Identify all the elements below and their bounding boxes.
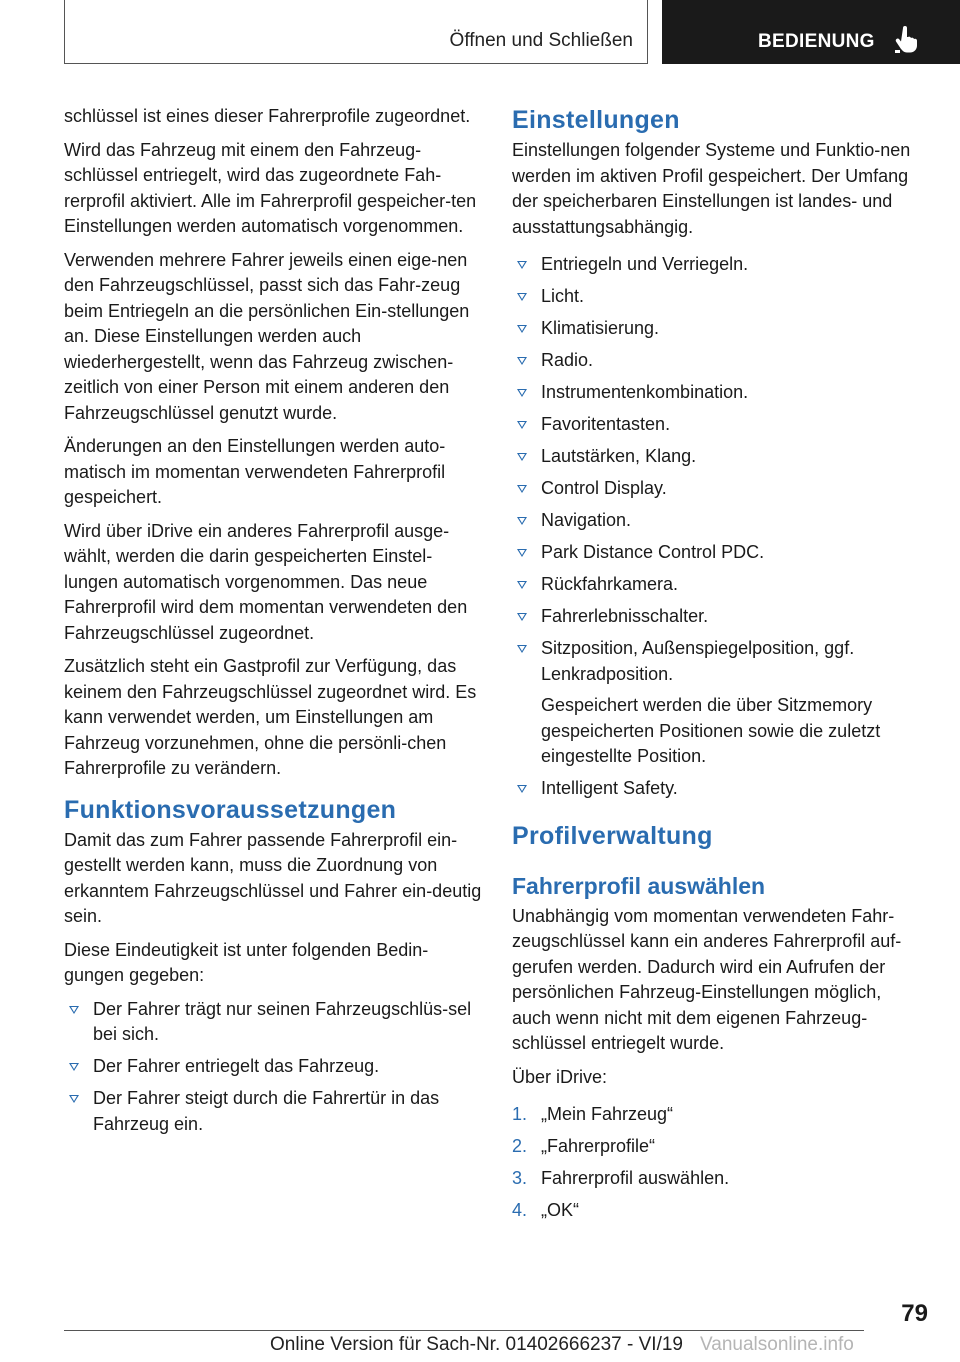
steps-list xyxy=(512,1102,912,1224)
triangle-bullet-icon xyxy=(517,293,527,301)
subheading-fahrerprofil-auswaehlen: Fahrerprofil auswählen xyxy=(512,872,766,899)
triangle-bullet-icon xyxy=(517,389,527,397)
paragraph: Einstellungen folgender Systeme und Funktio-nen werden im aktiven Profil gespeichert. Der Umfang der speicherbaren Einstellungen ist landes- und ausstattungsabhängig. xyxy=(512,140,911,237)
list-item xyxy=(512,476,912,502)
step-number: 1. xyxy=(512,1104,528,1124)
list-item-text: Navigation. xyxy=(541,510,632,530)
right-column xyxy=(512,104,912,1230)
list-item-text: Intelligent Safety. xyxy=(541,778,678,798)
heading-funktionsvoraussetzungen: Funktionsvoraussetzungen xyxy=(64,795,397,824)
list-item xyxy=(64,997,482,1048)
list-item-text: Der Fahrer trägt nur seinen Fahrzeugschlüs-sel bei sich. xyxy=(93,998,472,1044)
triangle-bullet-icon xyxy=(517,613,527,621)
paragraph: Unabhängig vom momentan verwendeten Fahr-zeugschlüssel kann ein anderes Fahrerprofil auf-gerufen werden. Dadurch wird ein Aufrufen der persönlichen Fahrzeug-Einstellungen möglich, auch wenn nicht mit dem eigenen Fahrzeug-schlüssel entriegelt wurde. xyxy=(512,905,902,1053)
triangle-bullet-icon xyxy=(517,261,527,269)
list-item xyxy=(512,316,912,342)
left-column xyxy=(64,104,482,1144)
condition-list xyxy=(64,997,482,1138)
watermark: Vanualsonline.info xyxy=(700,1334,854,1355)
step-text: „Mein Fahrzeug“ xyxy=(541,1104,674,1124)
list-item xyxy=(512,604,912,630)
step-item xyxy=(512,1102,912,1128)
list-item-text: Sitzposition, Außenspiegelposition, ggf. Lenkradposition. xyxy=(541,638,855,684)
triangle-bullet-icon xyxy=(517,785,527,793)
list-item-text: Klimatisierung. xyxy=(541,318,660,338)
triangle-bullet-icon xyxy=(517,549,527,557)
list-item xyxy=(512,444,912,470)
triangle-bullet-icon xyxy=(517,517,527,525)
step-number: 3. xyxy=(512,1168,528,1188)
list-item xyxy=(512,540,912,566)
list-item-text: Favoritentasten. xyxy=(541,414,671,434)
triangle-bullet-icon xyxy=(517,357,527,365)
heading-einstellungen: Einstellungen xyxy=(512,106,680,134)
list-item-text: Lautstärken, Klang. xyxy=(541,446,697,466)
list-item xyxy=(64,1054,482,1080)
list-item xyxy=(512,380,912,406)
settings-list xyxy=(512,252,912,802)
list-item-text: Park Distance Control PDC. xyxy=(541,542,765,562)
paragraph: Wird das Fahrzeug mit einem den Fahrzeug-schlüssel entriegelt, wird das zugeordnete Fah-rerprofil aktiviert. Alle im Fahrerprofil gespeicher-ten Einstellungen werden automatisch vorgenommen. xyxy=(64,139,477,236)
list-item-text: Radio. xyxy=(541,350,594,370)
step-number: 2. xyxy=(512,1136,528,1156)
list-item xyxy=(512,348,912,374)
triangle-bullet-icon xyxy=(517,485,527,493)
list-item xyxy=(512,412,912,438)
step-number: 4. xyxy=(512,1200,528,1220)
list-item-text: Licht. xyxy=(541,286,585,306)
chapter-title: BEDIENUNG xyxy=(758,31,875,52)
paragraph: Wird über iDrive ein anderes Fahrerprofil ausge-wählt, werden die darin gespeicherten Einstel-lungen automatisch vorgenommen. Das neue Fahrerprofil wird dem momentan verwendeten den Fahrzeugschlüssel zugeordnet. xyxy=(64,520,468,643)
triangle-bullet-icon xyxy=(517,453,527,461)
list-item xyxy=(512,284,912,310)
list-item-text: Control Display. xyxy=(541,478,667,498)
paragraph: Über iDrive: xyxy=(512,1066,608,1087)
footer-text: Online Version für Sach-Nr. 01402666237 - VI/19 xyxy=(270,1334,683,1355)
paragraph: Änderungen an den Einstellungen werden auto-matisch im momentan verwendeten Fahrerprofil gespeichert. xyxy=(64,436,446,507)
paragraph: Damit das zum Fahrer passende Fahrerprofil ein-gestellt werden kann, muss die Zuordnung von erkanntem Fahrzeugschlüssel und Fahrer ein-deutig sein. xyxy=(64,829,482,926)
pointing-hand-icon xyxy=(894,26,918,54)
triangle-bullet-icon xyxy=(517,325,527,333)
step-text: Fahrerprofil auswählen. xyxy=(541,1168,730,1188)
step-item xyxy=(512,1134,912,1160)
triangle-bullet-icon xyxy=(517,581,527,589)
section-title: Öffnen und Schließen xyxy=(449,30,633,51)
step-text: „OK“ xyxy=(541,1200,579,1220)
list-item-text: Instrumentenkombination. xyxy=(541,382,749,402)
list-item xyxy=(512,252,912,278)
triangle-bullet-icon xyxy=(517,645,527,653)
paragraph: Diese Eindeutigkeit ist unter folgenden Bedin-gungen gegeben: xyxy=(64,939,429,985)
triangle-bullet-icon xyxy=(69,1006,79,1014)
paragraph: Verwenden mehrere Fahrer jeweils einen eige-nen den Fahrzeugschlüssel, passt sich das Fahr-zeug beim Entriegeln an die persönlichen Ein-stellungen an. Diese Einstellungen werden auch wiederhergestellt, wenn das Fahrzeug zwischen-zeitlich von einer Person mit einem anderen den Fahrzeugschlüssel genutzt wurde. xyxy=(64,249,470,423)
triangle-bullet-icon xyxy=(69,1063,79,1071)
paragraph: Zusätzlich steht ein Gastprofil zur Verfügung, das keinem den Fahrzeugschlüssel zugeordnet wird. Es kann verwendet werden, um Einstellungen am Fahrzeug vorzunehmen, ohne die persönli-chen Fahrerprofile zu verändern. xyxy=(64,656,477,778)
list-item xyxy=(64,1086,482,1137)
list-item-text: Fahrerlebnisschalter. xyxy=(541,606,709,626)
paragraph: schlüssel ist eines dieser Fahrerprofile zugeordnet. xyxy=(64,106,471,126)
header-section-box xyxy=(64,0,648,64)
header-chapter-box xyxy=(662,0,960,64)
list-item xyxy=(512,572,912,598)
list-item-text: Rückfahrkamera. xyxy=(541,574,679,594)
step-item xyxy=(512,1198,912,1224)
step-item xyxy=(512,1166,912,1192)
list-item xyxy=(512,636,912,770)
triangle-bullet-icon xyxy=(517,421,527,429)
list-item-text: Entriegeln und Verriegeln. xyxy=(541,254,749,274)
page-number: 79 xyxy=(901,1300,928,1327)
list-item-text: Der Fahrer steigt durch die Fahrertür in das Fahrzeug ein. xyxy=(93,1088,440,1134)
list-item-text: Der Fahrer entriegelt das Fahrzeug. xyxy=(93,1056,380,1076)
triangle-bullet-icon xyxy=(69,1095,79,1103)
list-item xyxy=(512,508,912,534)
heading-profilverwaltung: Profilverwaltung xyxy=(512,821,713,850)
footer-divider xyxy=(64,1330,864,1331)
list-item-note: Gespeichert werden die über Sitzmemory gespeicherten Positionen sowie die zuletzt eingestellte Position. xyxy=(541,695,881,766)
step-text: „Fahrerprofile“ xyxy=(541,1136,656,1156)
list-item xyxy=(512,776,912,802)
